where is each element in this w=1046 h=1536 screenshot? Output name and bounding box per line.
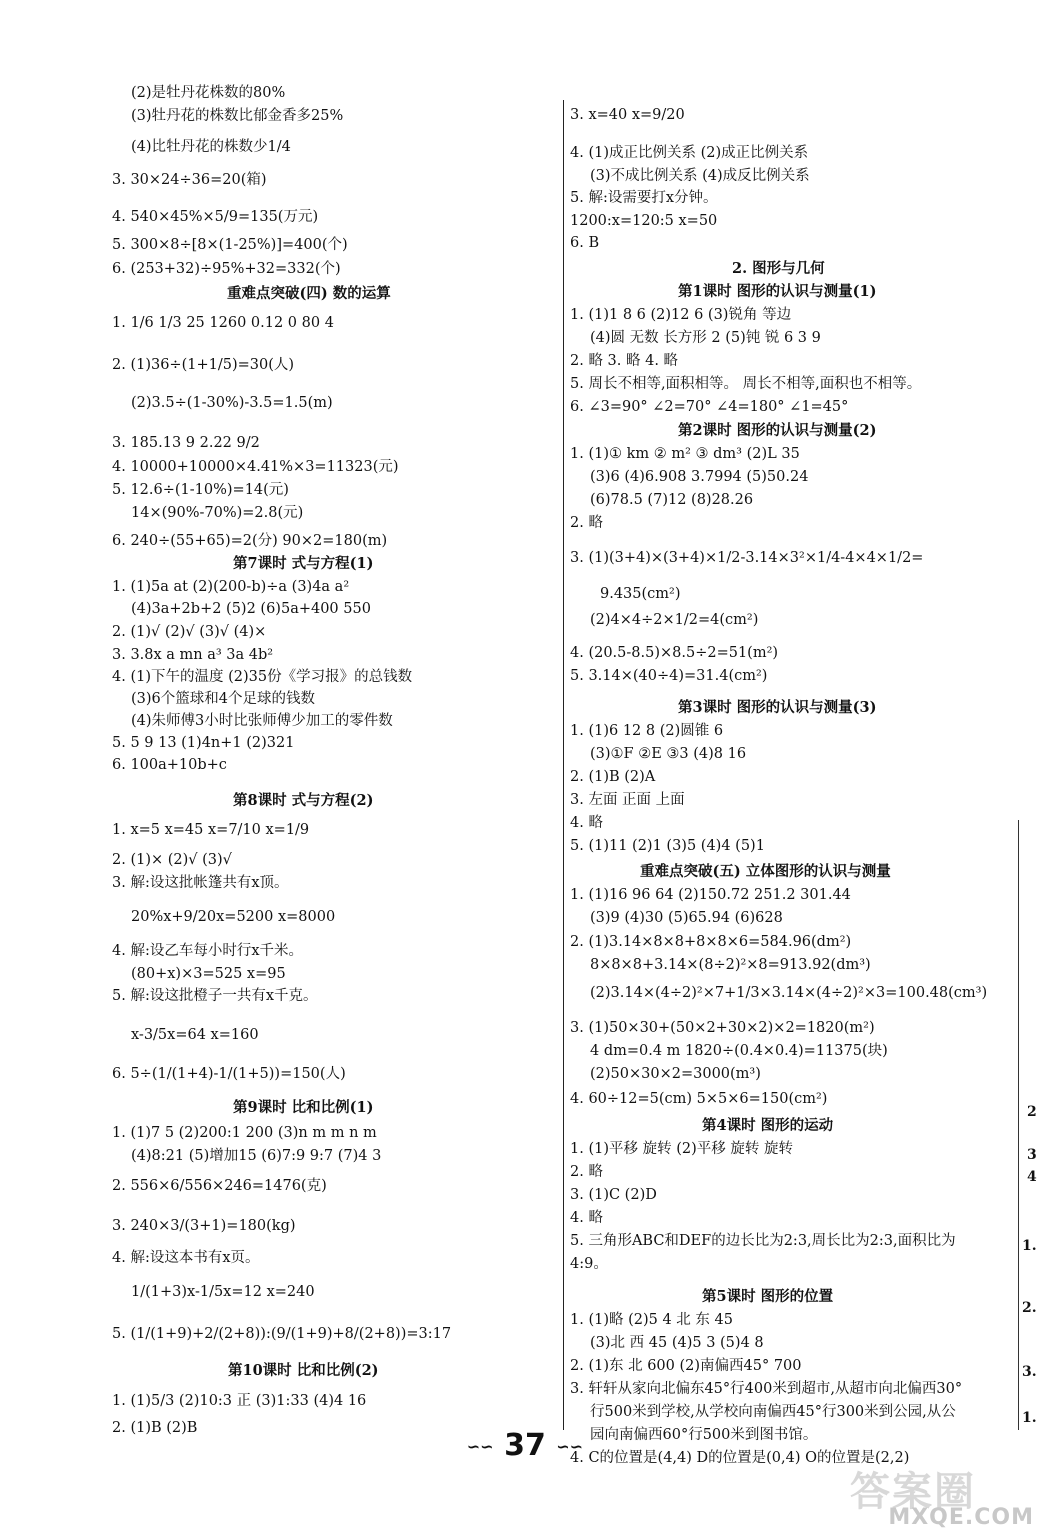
- right-answer-line: (3)9 (4)30 (5)65.94 (6)628: [590, 910, 783, 926]
- right-answer-line: (2)3.14×(4÷2)²×7+1/3×3.14×(4÷2)²×3=100.48(cm³): [590, 985, 988, 1001]
- edge-fragment: 2: [1027, 1104, 1037, 1120]
- right-answer-line: 5. 3.14×(40÷4)=31.4(cm²): [570, 668, 768, 684]
- watermark-url: MXQE.COM: [888, 1505, 1034, 1530]
- left-answer-line: 1. (1)5a at (2)(200-b)÷a (3)4a a²: [112, 579, 350, 595]
- left-answer-line: (2)3.5÷(1-30%)-3.5=1.5(m): [131, 395, 333, 411]
- right-answer-line: 3. (1)(3+4)×(3+4)×1/2-3.14×3²×1/4-4×4×1/2=: [570, 550, 924, 566]
- left-answer-line: 1. (1)5/3 (2)10:3 正 (3)1:33 (4)4 16: [112, 1393, 367, 1409]
- right-answer-line: 5. 解:设需要打x分钟。: [570, 190, 718, 206]
- right-answer-line: 4 dm=0.4 m 1820÷(0.4×0.4)=11375(块): [590, 1043, 888, 1059]
- column-divider: [563, 100, 564, 1430]
- wave-ornament-left: ∽∽: [466, 1437, 494, 1456]
- left-answer-line: 3. 185.13 9 2.22 9/2: [112, 435, 260, 451]
- left-answer-line: (4)比牡丹花的株数少1/4: [131, 139, 291, 155]
- left-section-heading: 第10课时 比和比例(2): [228, 1362, 379, 1379]
- left-answer-line: 3. 3.8x a mn a³ 3a 4b²: [112, 647, 274, 663]
- right-answer-line: 4. 60÷12=5(cm) 5×5×6=150(cm²): [570, 1091, 828, 1107]
- left-section-heading: 第8课时 式与方程(2): [233, 792, 374, 809]
- right-answer-line: 1. (1)略 (2)5 4 北 东 45: [570, 1312, 733, 1328]
- right-answer-line: 3. (1)C (2)D: [570, 1187, 657, 1203]
- left-answer-line: (2)是牡丹花株数的80%: [131, 85, 286, 101]
- right-answer-line: 2. (1)3.14×8×8+8×8×6=584.96(dm²): [570, 934, 852, 950]
- right-answer-line: 9.435(cm²): [600, 586, 681, 602]
- left-answer-line: 4. 10000+10000×4.41%×3=11323(元): [112, 459, 399, 475]
- right-answer-line: 4. C的位置是(4,4) D的位置是(0,4) O的位置是(2,2): [570, 1450, 910, 1466]
- page-footer: [465, 1428, 585, 1463]
- left-section-heading: 第9课时 比和比例(1): [233, 1099, 374, 1116]
- right-section-heading: 第5课时 图形的位置: [702, 1288, 834, 1305]
- right-answer-line: (2)4×4÷2×1/2=4(cm²): [590, 612, 759, 628]
- edge-rule: [1018, 820, 1019, 1430]
- left-answer-line: 6. 5÷(1/(1+4)-1/(1+5))=150(人): [112, 1066, 346, 1082]
- left-answer-line: 4. 解:设这本书有x页。: [112, 1250, 260, 1266]
- left-answer-line: 1. 1/6 1/3 25 1260 0.12 0 80 4: [112, 315, 334, 331]
- right-section-heading: 第1课时 图形的认识与测量(1): [678, 283, 877, 300]
- left-answer-line: (80+x)×3=525 x=95: [131, 966, 286, 982]
- left-answer-line: 20%x+9/20x=5200 x=8000: [131, 909, 336, 925]
- right-answer-line: (4)圆 无数 长方形 2 (5)钝 锐 6 3 9: [590, 330, 821, 346]
- left-answer-line: (3)6个篮球和4个足球的钱数: [131, 691, 315, 707]
- left-answer-line: 4. 解:设乙车每小时行x千米。: [112, 943, 304, 959]
- right-answer-line: 行500米到学校,从学校向南偏西45°行300米到公园,从公: [590, 1404, 956, 1420]
- left-answer-line: x-3/5x=64 x=160: [131, 1027, 259, 1043]
- right-section-heading: 2. 图形与几何: [732, 260, 825, 277]
- right-answer-line: (2)50×30×2=3000(m³): [590, 1066, 761, 1082]
- left-answer-line: 6. 240÷(55+65)=2(分) 90×2=180(m): [112, 533, 388, 549]
- edge-fragment: 4: [1027, 1169, 1037, 1185]
- right-answer-line: 4. 略: [570, 1210, 603, 1226]
- right-answer-line: (3)①F ②E ③3 (4)8 16: [590, 746, 747, 762]
- left-answer-line: 6. 100a+10b+c: [112, 757, 227, 773]
- left-answer-line: 2. (1)√ (2)√ (3)√ (4)×: [112, 624, 267, 640]
- right-answer-line: 5. 三角形ABC和DEF的边长比为2:3,周长比为2:3,面积比为: [570, 1233, 956, 1249]
- right-answer-line: 2. (1)B (2)A: [570, 769, 656, 785]
- left-answer-line: 4. 540×45%×5/9=135(万元): [112, 209, 319, 225]
- right-answer-line: 1. (1)① km ② m² ③ dm³ (2)L 35: [570, 446, 800, 462]
- right-answer-line: 1. (1)6 12 8 (2)圆锥 6: [570, 723, 724, 739]
- right-answer-line: 3. 轩轩从家向北偏东45°行400米到超市,从超市向北偏西30°: [570, 1381, 963, 1397]
- page-number: 37: [504, 1428, 546, 1463]
- left-answer-line: 1/(1+3)x-1/5x=12 x=240: [131, 1284, 315, 1300]
- right-answer-line: 3. (1)50×30+(50×2+30×2)×2=1820(m²): [570, 1020, 875, 1036]
- right-answer-line: 1. (1)平移 旋转 (2)平移 旋转 旋转: [570, 1141, 793, 1157]
- right-answer-line: 2. 略: [570, 1164, 603, 1180]
- right-answer-line: 2. 略: [570, 515, 603, 531]
- right-answer-line: 5. (1)11 (2)1 (3)5 (4)4 (5)1: [570, 838, 765, 854]
- right-answer-line: 4. (20.5-8.5)×8.5÷2=51(m²): [570, 645, 779, 661]
- right-answer-line: 园向南偏西60°行500米到图书馆。: [590, 1427, 818, 1443]
- left-answer-line: 5. 12.6÷(1-10%)=14(元): [112, 482, 289, 498]
- edge-fragment: 1.: [1022, 1238, 1037, 1254]
- left-answer-line: 1. x=5 x=45 x=7/10 x=1/9: [112, 822, 310, 838]
- right-answer-line: 3. 左面 正面 上面: [570, 792, 685, 808]
- right-section-heading: 重难点突破(五) 立体图形的认识与测量: [640, 863, 891, 880]
- right-answer-line: (3)6 (4)6.908 3.7994 (5)50.24: [590, 469, 809, 485]
- left-answer-line: (3)牡丹花的株数比郁金香多25%: [131, 108, 344, 124]
- edge-fragment: 1.: [1022, 1410, 1037, 1426]
- right-answer-line: (3)北 西 45 (4)5 3 (5)4 8: [590, 1335, 764, 1351]
- right-section-heading: 第4课时 图形的运动: [702, 1117, 834, 1134]
- left-answer-line: (4)8:21 (5)增加15 (6)7:9 9:7 (7)4 3: [131, 1148, 382, 1164]
- right-answer-line: 1200:x=120:5 x=50: [570, 213, 718, 229]
- right-answer-line: 6. B: [570, 235, 600, 251]
- left-answer-line: 2. 556×6/556×246=1476(克): [112, 1178, 327, 1194]
- right-answer-line: 1. (1)16 96 64 (2)150.72 251.2 301.44: [570, 887, 851, 903]
- right-answer-line: 1. (1)1 8 6 (2)12 6 (3)锐角 等边: [570, 307, 792, 323]
- right-answer-line: 2. 略 3. 略 4. 略: [570, 353, 679, 369]
- watermark: [850, 1460, 1040, 1532]
- right-answer-line: 5. 周长不相等,面积相等。 周长不相等,面积也不相等。: [570, 376, 922, 392]
- left-answer-line: 5. 5 9 13 (1)4n+1 (2)321: [112, 735, 295, 751]
- edge-fragment: 2.: [1022, 1300, 1037, 1316]
- left-answer-line: 3. 30×24÷36=20(箱): [112, 172, 267, 188]
- left-answer-line: 6. (253+32)÷95%+32=332(个): [112, 261, 341, 277]
- left-answer-line: (4)3a+2b+2 (5)2 (6)5a+400 550: [131, 601, 371, 617]
- left-answer-line: 4. (1)下午的温度 (2)35份《学习报》的总钱数: [112, 669, 413, 685]
- right-answer-line: 4. (1)成正比例关系 (2)成正比例关系: [570, 145, 809, 161]
- right-answer-line: 4. 略: [570, 815, 603, 831]
- right-answer-line: 2. (1)东 北 600 (2)南偏西45° 700: [570, 1358, 802, 1374]
- watermark-text: 答案圈: [850, 1469, 976, 1515]
- left-answer-line: 3. 解:设这批帐篷共有x顶。: [112, 875, 289, 891]
- right-answer-line: 4:9。: [570, 1256, 608, 1272]
- right-answer-line: (6)78.5 (7)12 (8)28.26: [590, 492, 754, 508]
- right-answer-line: 3. x=40 x=9/20: [570, 107, 685, 123]
- edge-fragment: 3.: [1022, 1364, 1037, 1380]
- right-answer-line: (3)不成比例关系 (4)成反比例关系: [590, 168, 810, 184]
- edge-fragment: 3: [1027, 1147, 1037, 1163]
- left-answer-line: 2. (1)× (2)√ (3)√: [112, 852, 232, 868]
- left-answer-line: 5. 300×8÷[8×(1-25%)]=400(个): [112, 237, 348, 253]
- left-answer-line: 14×(90%-70%)=2.8(元): [131, 505, 304, 521]
- right-section-heading: 第3课时 图形的认识与测量(3): [678, 699, 877, 716]
- left-answer-line: 3. 240×3/(3+1)=180(kg): [112, 1218, 296, 1234]
- wave-ornament-right: ∽∽: [556, 1437, 584, 1456]
- left-section-heading: 重难点突破(四) 数的运算: [227, 285, 391, 302]
- left-section-heading: 第7课时 式与方程(1): [233, 555, 374, 572]
- right-answer-line: 8×8×8+3.14×(8÷2)²×8=913.92(dm³): [590, 957, 871, 973]
- left-answer-line: 5. (1/(1+9)+2/(2+8)):(9/(1+9)+8/(2+8))=3:17: [112, 1326, 452, 1342]
- right-section-heading: 第2课时 图形的认识与测量(2): [678, 422, 877, 439]
- left-answer-line: 1. (1)7 5 (2)200:1 200 (3)n m m n m: [112, 1125, 377, 1141]
- right-answer-line: 6. ∠3=90° ∠2=70° ∠4=180° ∠1=45°: [570, 399, 849, 415]
- left-answer-line: 2. (1)B (2)B: [112, 1420, 198, 1436]
- left-answer-line: (4)朱师傅3小时比张师傅少加工的零件数: [131, 713, 393, 729]
- left-answer-line: 2. (1)36÷(1+1/5)=30(人): [112, 357, 295, 373]
- left-answer-line: 5. 解:设这批橙子一共有x千克。: [112, 988, 318, 1004]
